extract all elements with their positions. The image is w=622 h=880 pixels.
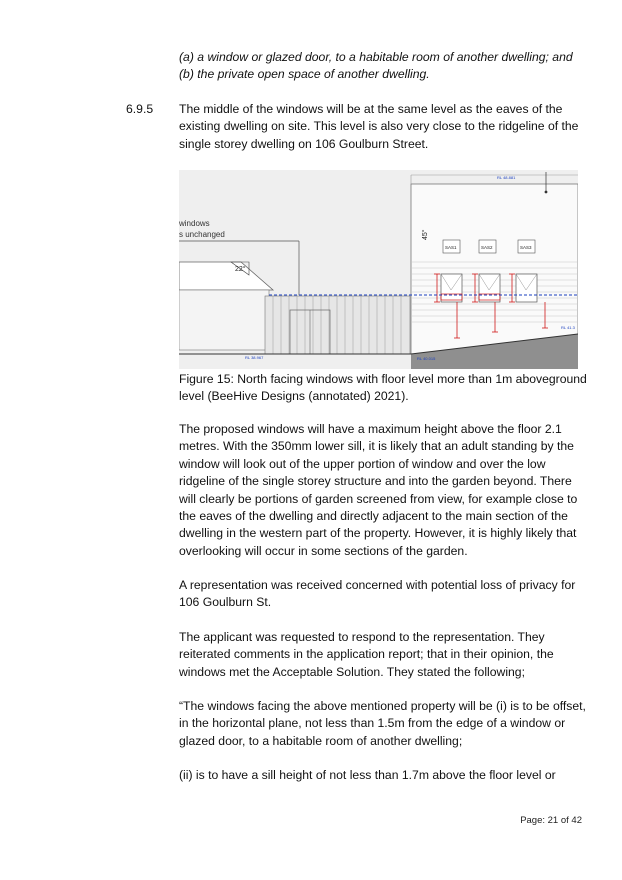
paragraph-3: The applicant was requested to respond to the representation. They reiterated comments in the application report; that in their opinion, the windows met the Acceptable Solution. They stated the following; [179,630,554,679]
proposed-dwelling [411,184,578,354]
rl-right-label: RL 41.3 [561,325,575,330]
figure-label-windows: windows [179,219,210,228]
roof-pitch-right-label: 45° [422,229,429,240]
roof-pitch-label: 22° [235,266,246,273]
proposed-windows [441,274,537,302]
condition-b: (b) the private open space of another dwelling. [179,67,430,81]
section-text: The middle of the windows will be at the same level as the eaves of the existing dwelling on site. This level is also very close to the ridgeline of the single storey dwelling on 106 Goulburn Street. [179,102,579,151]
sash-3-label: SAS3 [520,245,532,250]
quote-1: “The windows facing the above mentioned property will be (i) is to be offset, in the horizontal plane, not less than 1.5m from the edge of a window or glazed door, to a habitable room of another dwelling; [179,699,586,748]
paragraph-1: The proposed windows will have a maximum height above the floor 2.1 metres. With the 350mm lower sill, it is likely that an adult standing by the window will look out of the upper portion of window and over the low ridgeline of the single storey structure and into the garden beyond. There will clearly be portions of garden screened from view, for example close to the eaves of the dwelling and directly adjacent to the main section of the dwelling in the western part of the property. However, it is highly likely that overlooking will occur in some sections of the garden. [179,422,578,558]
rl-top-label: RL 48.881 [497,175,516,180]
rl-mid-label: RL 40.015 [417,356,436,361]
section-number: 6.9.5 [126,102,154,116]
sash-2-label: SAS2 [481,245,493,250]
page-number: Page: 21 of 42 [520,815,582,826]
condition-a: (a) a window or glazed door, to a habitable room of another dwelling; and [179,50,573,64]
paragraph-2: A representation was received concerned with potential loss of privacy for 106 Goulburn St. [179,578,576,610]
figure-caption: Figure 15: North facing windows with floor level more than 1m aboveground level (BeeHive Designs (annotated) 2021). [179,372,587,404]
skylight-group [443,240,535,253]
quote-2: (ii) is to have a sill height of not less than 1.7m above the floor level or [179,768,556,782]
rl-left-label: RL 38.967 [245,355,264,360]
sash-1-label: SAS1 [445,245,457,250]
elevation-figure [179,170,578,369]
fence-slats [265,296,410,354]
neighbour-wall [179,290,269,350]
figure-label-unchanged: s unchanged [179,230,225,239]
